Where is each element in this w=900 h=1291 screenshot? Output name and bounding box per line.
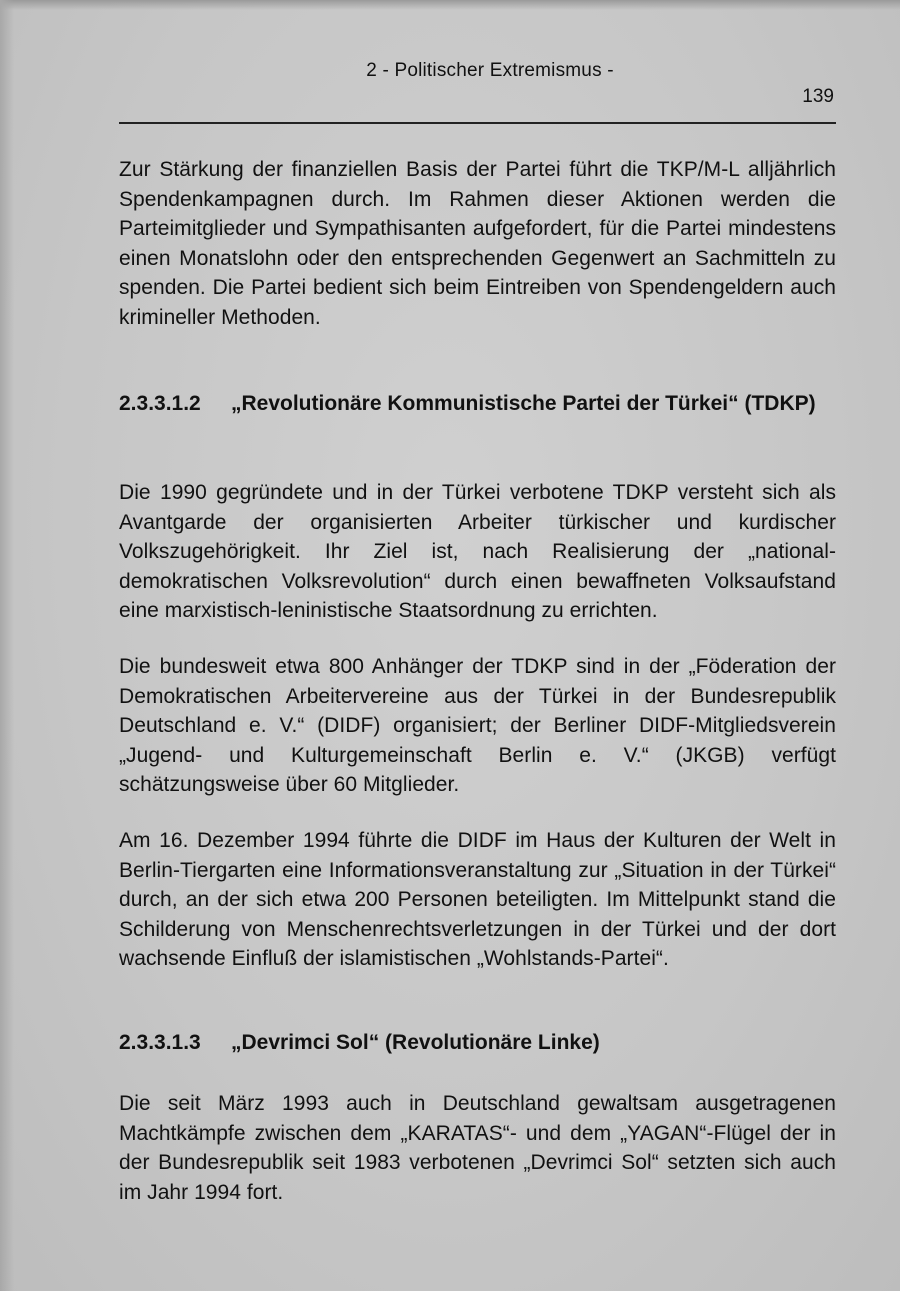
paragraph-3: Die bundesweit etwa 800 Anhänger der TDKP sind in der „Föderation der Demokratischen Arbeitervereine aus der Türkei in der Bundesrepublik Deutschland e. V.“ (DIDF) organisiert; der Berliner DIDF-Mitgliedsverein „Jugend- und Kulturgemeinschaft Berlin e. V.“ (JKGB) verfügt schätzungsweise über 60 Mitglieder.: [119, 655, 836, 796]
section-title: „Revolutionäre Kommunistische Partei der Türkei“ (TDKP): [231, 392, 816, 415]
section-heading-tdkp: [119, 389, 836, 419]
running-header: 2 - Politischer Extremismus -: [366, 60, 614, 81]
header-divider: [119, 122, 836, 124]
section-number: 2.3.3.1.2: [119, 392, 201, 415]
page-number: 139: [802, 86, 834, 107]
paragraph-1: Zur Stärkung der finanziellen Basis der Partei führt die TKP/M-L alljährlich Spendenkampagnen durch. Im Rahmen dieser Aktionen werden die Parteimitglieder und Sympathisanten aufgefordert, für die Partei mindestens einen Monatslohn oder den entsprechenden Gegenwert an Sachmitteln zu spenden. Die Partei bedient sich beim Eintreiben von Spendengeldern auch krimineller Methoden.: [119, 158, 836, 329]
section-title: „Devrimci Sol“ (Revolutionäre Linke): [231, 1031, 600, 1054]
section-number: 2.3.3.1.3: [119, 1031, 201, 1054]
scan-shadow-left: [0, 0, 14, 1291]
paragraph-2: Die 1990 gegründete und in der Türkei verbotene TDKP versteht sich als Avantgarde der organisierten Arbeiter türkischer und kurdischer Volkszugehörigkeit. Ihr Ziel ist, nach Realisierung der „national-demokratischen Volksrevolution“ durch einen bewaffneten Volksaufstand eine marxistisch-leninistische Staatsordnung zu errichten.: [119, 481, 836, 622]
scan-shadow-top: [0, 0, 900, 10]
section-heading-devrimci-sol: [119, 1028, 836, 1058]
paragraph-5: Die seit März 1993 auch in Deutschland gewaltsam ausgetragenen Machtkämpfe zwischen dem „KARATAS“- und dem „YAGAN“-Flügel der in der Bundesrepublik seit 1983 verbotenen „Devrimci Sol“ setzten sich auch im Jahr 1994 fort.: [119, 1092, 836, 1204]
paragraph-4: Am 16. Dezember 1994 führte die DIDF im Haus der Kulturen der Welt in Berlin-Tiergarten eine Informationsveranstaltung zur „Situation in der Türkei“ durch, an der sich etwa 200 Personen beteiligten. Im Mittelpunkt stand die Schilderung von Menschenrechtsverletzungen in der Türkei und der dort wachsende Einfluß der islamistischen „Wohlstands-Partei“.: [119, 829, 836, 970]
